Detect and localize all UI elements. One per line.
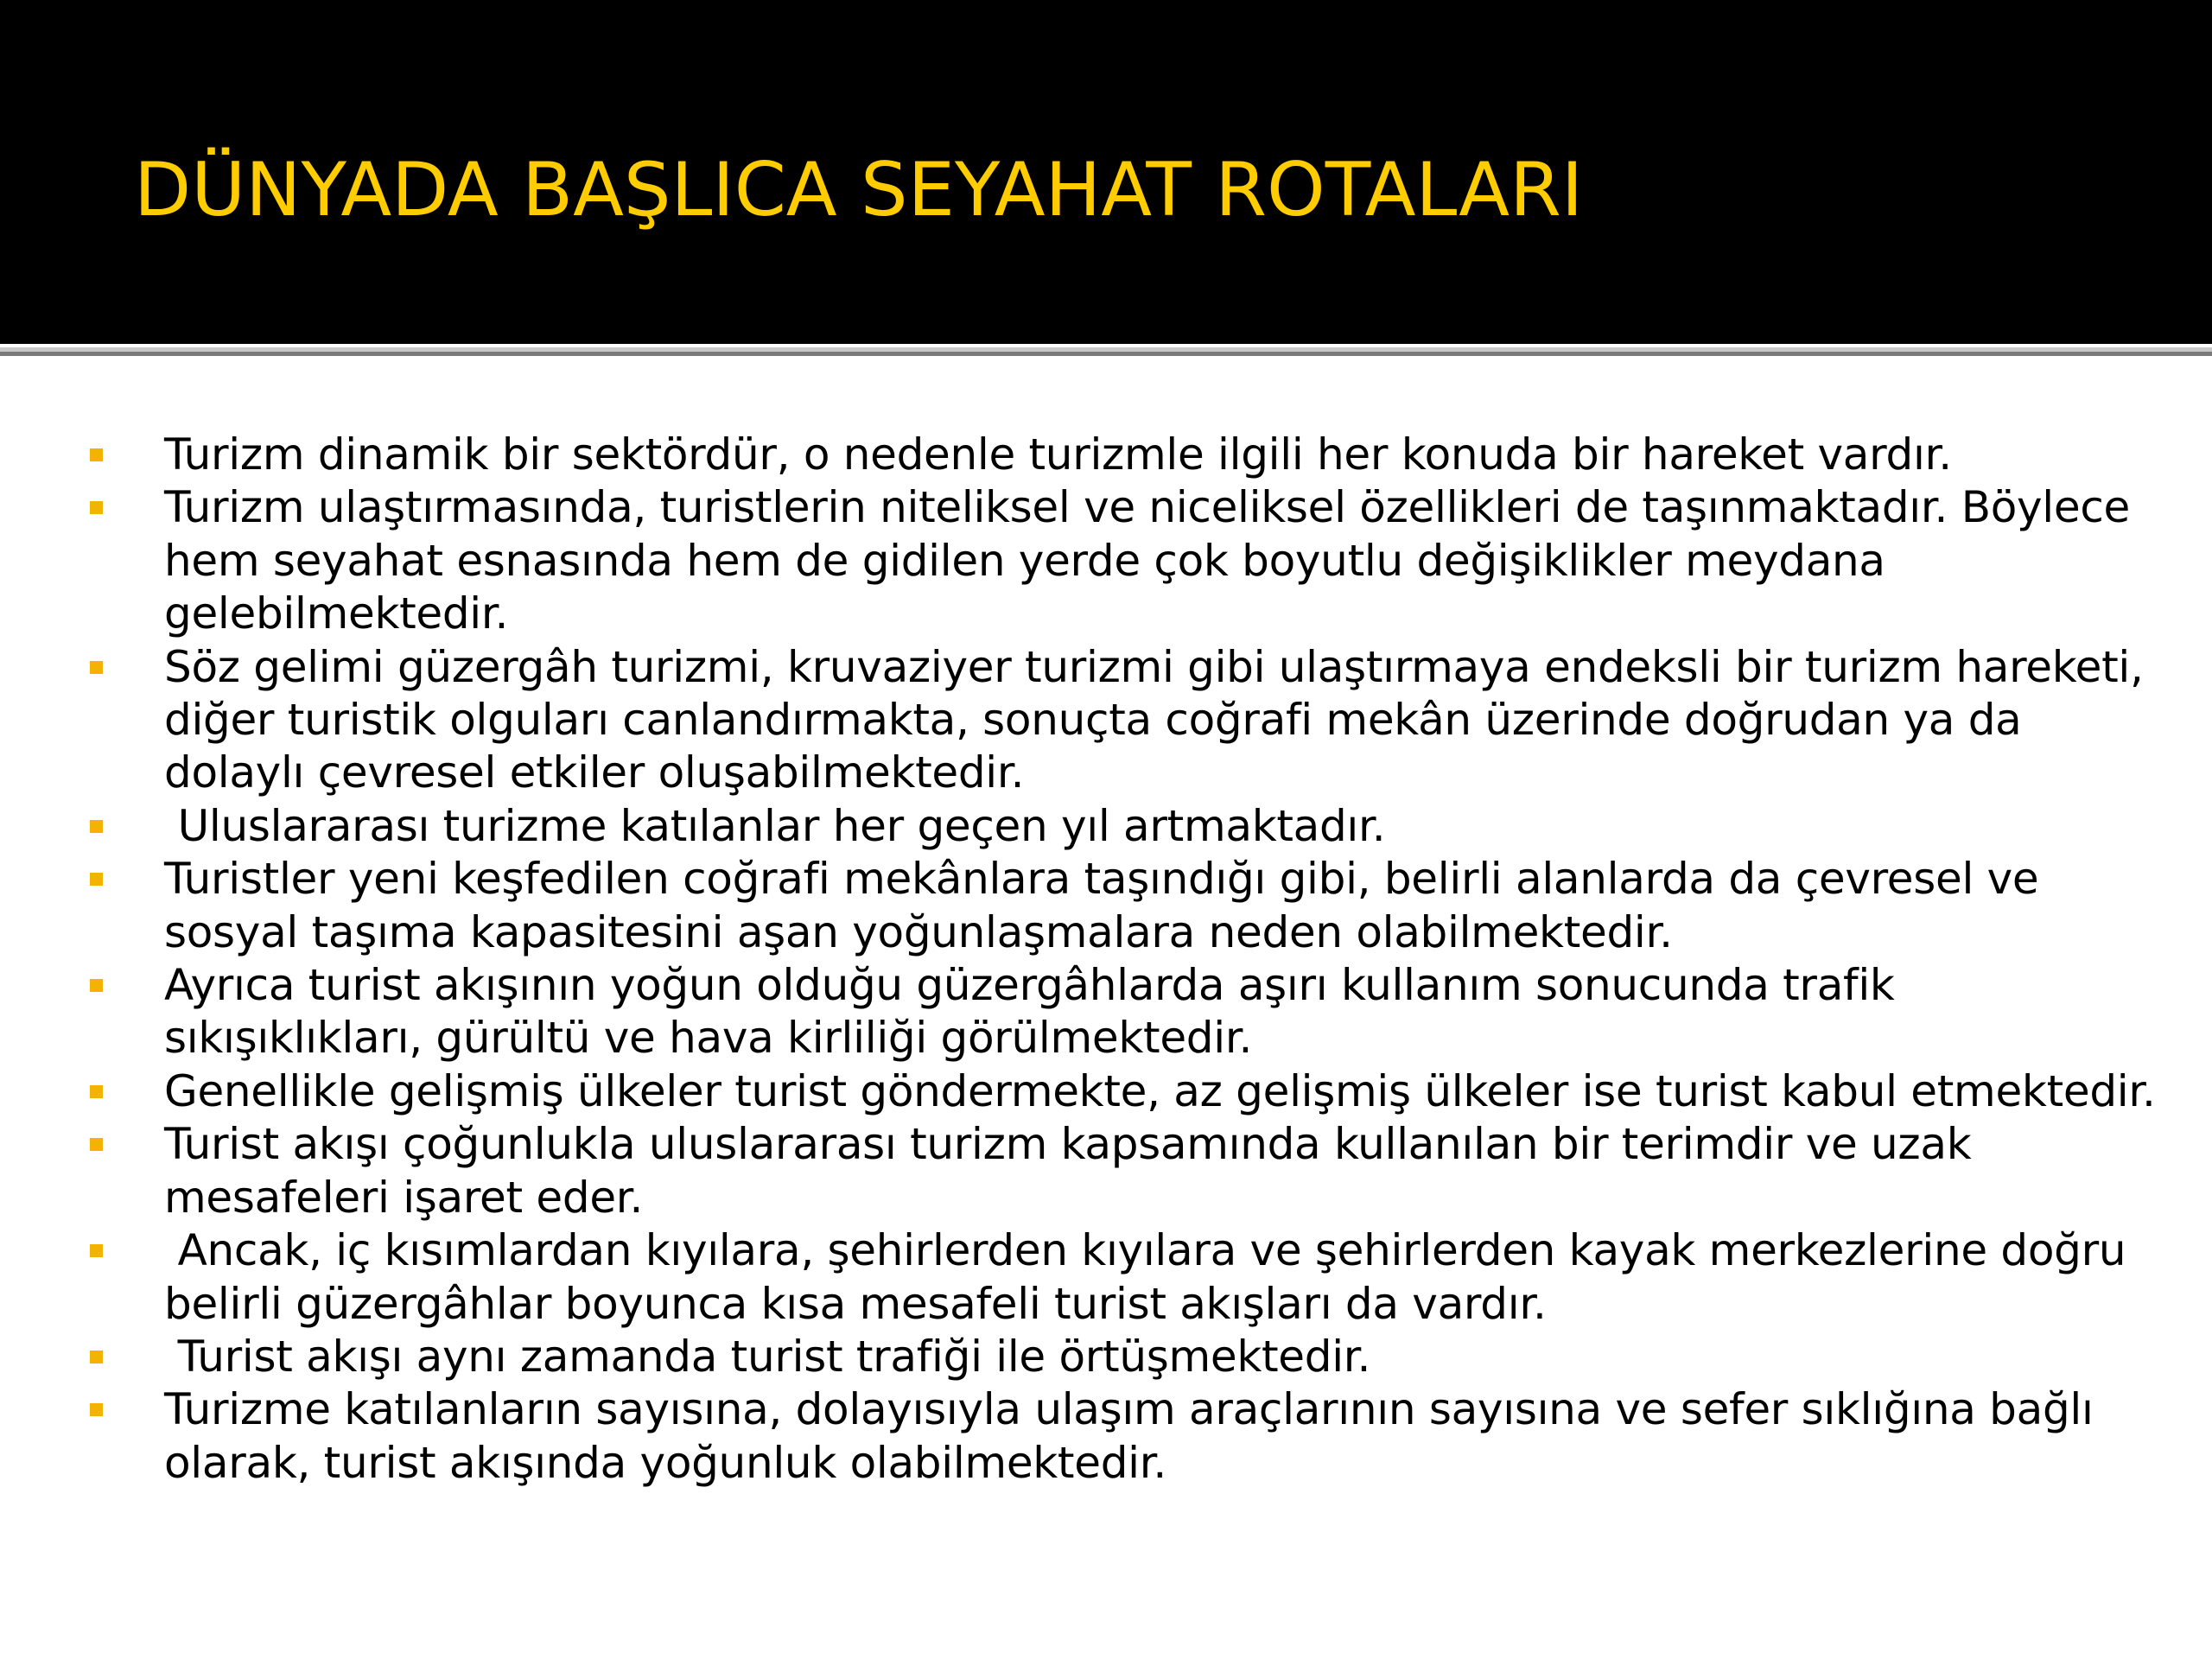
bullet-item [0, 1224, 2212, 1331]
title-bar [0, 0, 2212, 344]
bullet-item [0, 641, 2212, 800]
square-bullet-icon [90, 1138, 103, 1151]
bullet-text: Turizme katılanların sayısına, dolayısıyla ulaşım araçlarının sayısına ve sefer sıklığına bağlı olarak, turist akışında yoğunluk olabilmektedir. [164, 1384, 2107, 1488]
bullet-text: Turistler yeni keşfedilen coğrafi mekânlara taşındığı gibi, belirli alanlarda da çevresel ve sosyal taşıma kapasitesini aşan yoğunlaşmalara neden olabilmektedir. [164, 854, 2052, 957]
square-bullet-icon [90, 820, 103, 833]
bullet-text: Turizm ulaştırmasında, turistlerin niteliksel ve niceliksel özellikleri de taşınmaktadır. Böylece hem seyahat esnasında hem de gidilen yerde çok boyutlu değişiklikler meydana gelebilmektedir. [164, 482, 2144, 639]
header-divider-dark [0, 352, 2212, 356]
square-bullet-icon [90, 661, 103, 674]
bullet-text: Turist akışı aynı zamanda turist trafiği ile örtüşmektedir. [164, 1331, 1371, 1382]
bullet-item [0, 481, 2212, 640]
bullet-item [0, 1118, 2212, 1224]
bullet-text: Genellikle gelişmiş ülkeler turist göndermekte, az gelişmiş ülkeler ise turist kabul etmektedir. [164, 1065, 2156, 1116]
bullet-text: Turist akışı çoğunlukla uluslararası turizm kapsamında kullanılan bir terimdir ve uzak mesafeleri işaret eder. [164, 1119, 1985, 1223]
bullet-item [0, 959, 2212, 1065]
bullet-item [0, 853, 2212, 959]
bullet-item [0, 1383, 2212, 1490]
square-bullet-icon [90, 1403, 103, 1416]
bullet-list [0, 429, 2212, 1490]
square-bullet-icon [90, 1244, 103, 1257]
bullet-item [0, 800, 2212, 853]
bullet-text: Ayrıca turist akışının yoğun olduğu güzergâhlarda aşırı kullanım sonucunda trafik sıkışıklıkları, gürültü ve hava kirliliği görülmektedir. [164, 960, 1909, 1064]
square-bullet-icon [90, 979, 103, 992]
square-bullet-icon [90, 1085, 103, 1098]
square-bullet-icon [90, 1351, 103, 1363]
bullet-item [0, 1331, 2212, 1383]
square-bullet-icon [90, 873, 103, 886]
bullet-text: Söz gelimi güzergâh turizmi, kruvaziyer turizmi gibi ulaştırmaya endeksli bir turizm hareketi, diğer turistik olguları canlandırmakta, sonuçta coğrafi mekân üzerinde doğrudan ya da dolaylı çevresel etkiler oluşabilmektedir. [164, 641, 2158, 798]
bullet-text: Turizm dinamik bir sektördür, o nedenle turizmle ilgili her konuda bir hareket vardır. [164, 429, 1952, 480]
bullet-text: Ancak, iç kısımlardan kıyılara, şehirlerden kıyılara ve şehirlerden kayak merkezlerine doğru belirli güzergâhlar boyunca kısa mesafeli turist akışları da vardır. [164, 1225, 2139, 1329]
slide-title: DÜNYADA BAŞLICA SEYAHAT ROTALARI [134, 147, 1584, 233]
bullet-text: Uluslararası turizme katılanlar her geçen yıl artmaktadır. [164, 800, 1386, 851]
bullet-item [0, 1065, 2212, 1118]
square-bullet-icon [90, 448, 103, 461]
square-bullet-icon [90, 501, 103, 514]
bullet-item [0, 429, 2212, 481]
